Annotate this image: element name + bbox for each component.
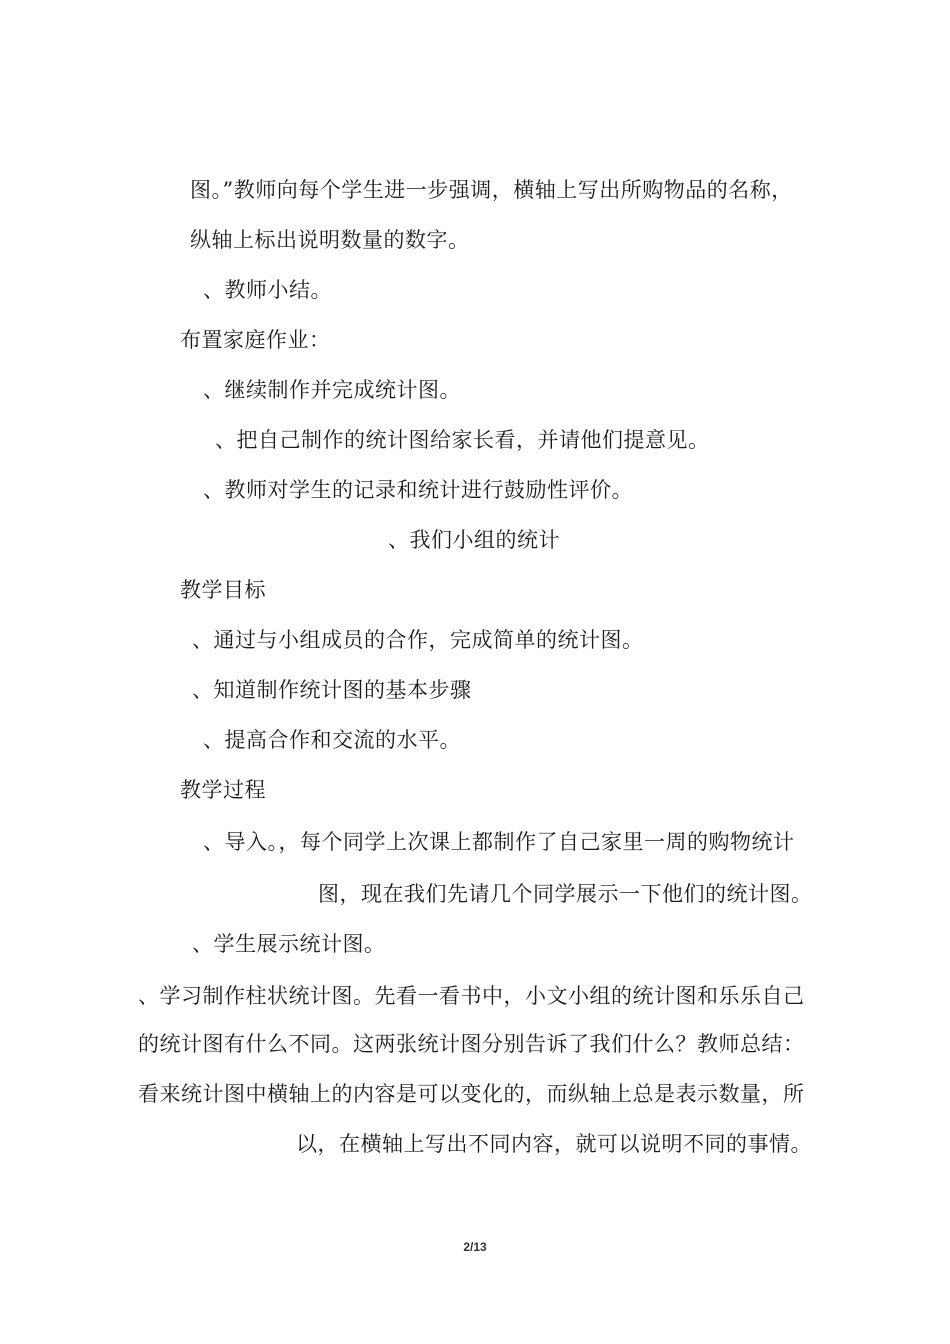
text-line: 看来统计图中横轴上的内容是可以变化的，而纵轴上总是表示数量，所	[138, 1082, 805, 1106]
text-line: 、学生展示统计图。	[192, 932, 386, 956]
text-line: 纵轴上标出说明数量的数字。	[190, 228, 470, 252]
section-heading: 教学过程	[180, 778, 266, 802]
text-line: 、教师小结。	[203, 278, 332, 302]
text-line: 、学习制作柱状统计图。先看一看书中，小文小组的统计图和乐乐自己	[138, 984, 805, 1008]
section-heading: 教学目标	[180, 578, 266, 602]
text-line: 、教师对学生的记录和统计进行鼓励性评价。	[203, 478, 633, 502]
section-title: 、我们小组的统计	[388, 528, 560, 552]
text-line: 以，在横轴上写出不同内容，就可以说明不同的事情。	[296, 1132, 812, 1156]
text-line: 、通过与小组成员的合作，完成简单的统计图。	[192, 628, 644, 652]
text-line: 、知道制作统计图的基本步骤	[192, 678, 472, 702]
text-line: 图，现在我们先请几个同学展示一下他们的统计图。	[318, 882, 813, 906]
text-line: 、导入。，每个同学上次课上都制作了自己家里一周的购物统计	[203, 830, 795, 854]
text-line: 、提高合作和交流的水平。	[203, 728, 461, 752]
text-line: 、把自己制作的统计图给家长看，并请他们提意见。	[215, 428, 710, 452]
section-heading: 布置家庭作业：	[180, 328, 331, 352]
text-line: 图。”教师向每个学生进一步强调，横轴上写出所购物品的名称，	[190, 178, 793, 202]
page-number: 2/13	[463, 1240, 487, 1254]
text-line: 的统计图有什么不同。这两张统计图分别告诉了我们什么？教师总结：	[138, 1032, 805, 1056]
text-line: 、继续制作并完成统计图。	[203, 378, 461, 402]
